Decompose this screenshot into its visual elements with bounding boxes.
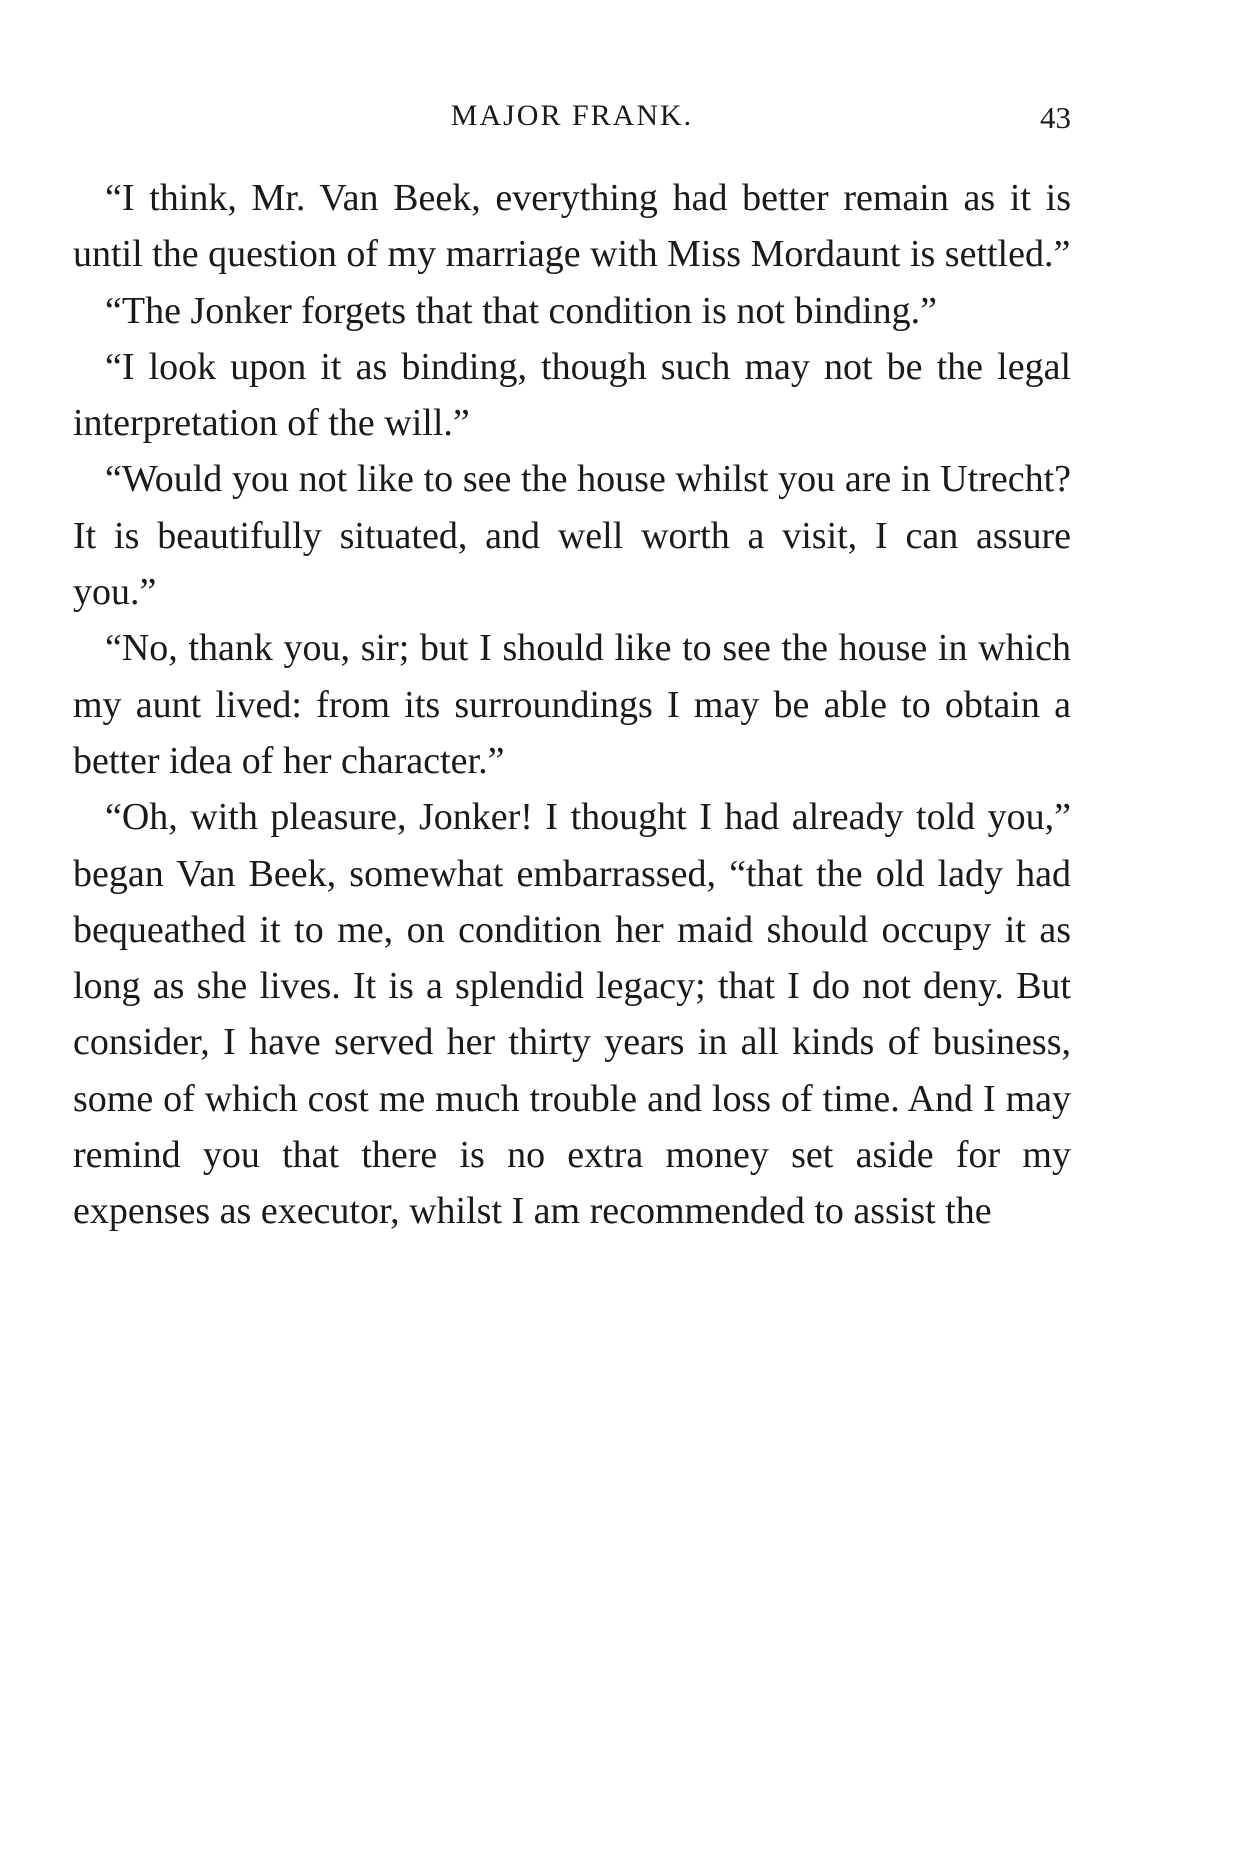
paragraph: “No, thank you, sir; but I should like to see the house in which my aunt lived: from its surroundings I may be able to obtain a better idea of her character.” xyxy=(73,627,1071,782)
paragraph: “The Jonker forgets that that condition is not binding.” xyxy=(105,289,937,332)
paragraph: “I think, Mr. Van Beek, everything had better remain as it is until the question of my marriage with Miss Mordaunt is settled.” xyxy=(73,177,1071,276)
body-text xyxy=(73,170,1071,1240)
running-head xyxy=(73,96,1071,144)
paragraph: “Oh, with pleasure, Jonker! I thought I had already told you,” began Van Beek, somewhat embarrassed, “that the old lady had bequeathed it to me, on condition her maid should occupy it as long as she lives. It is a splendid legacy; that I do not deny. But consider, I have served her thirty years in all kinds of business, some of which cost me much trouble and loss of time. And I may remind you that there is no extra money set aside for my expenses as executor, whilst I am recommended to assist the xyxy=(73,796,1071,1233)
page-number: 43 xyxy=(1040,100,1071,135)
paragraph: “I look upon it as binding, though such may not be the legal interpretation of the will.” xyxy=(73,345,1071,445)
running-title: MAJOR FRANK. xyxy=(450,99,694,132)
paragraph: “Would you not like to see the house whilst you are in Utrecht? It is beautifully situated, and well worth a visit, I can assure you.” xyxy=(73,458,1071,614)
